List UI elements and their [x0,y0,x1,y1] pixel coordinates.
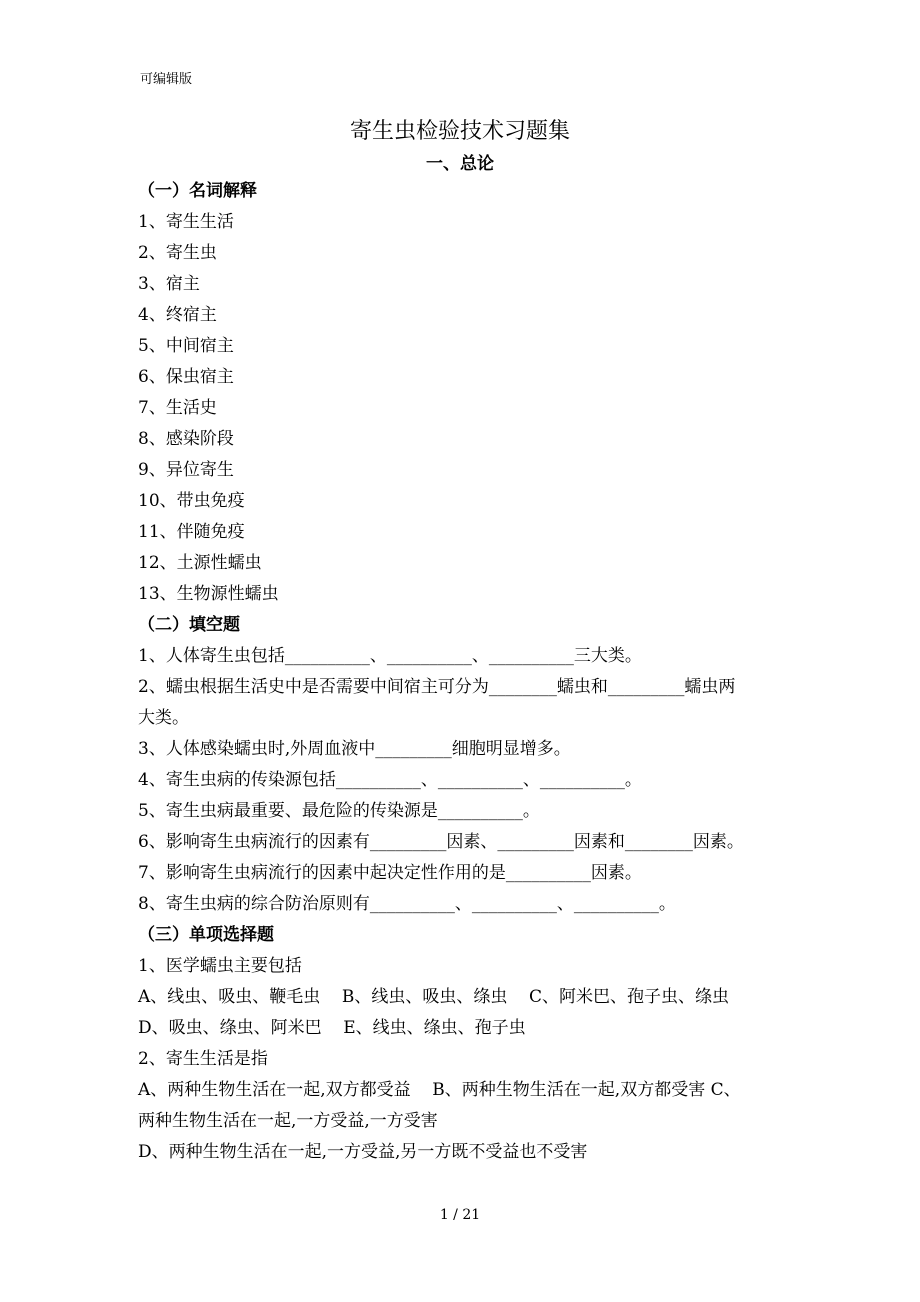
document-title: 寄生虫检验技术习题集 [349,119,570,144]
question-line: 1、医学蠕虫主要包括 [138,956,302,976]
question-line: 5、寄生虫病最重要、最危险的传染源是__________。 [138,801,540,821]
question-line: 13、生物源性蠕虫 [138,584,279,604]
question-line: 6、保虫宿主 [138,367,234,387]
document-body [138,176,818,1168]
section-heading: 一、总论 [426,154,494,174]
page-number: 1 / 21 [439,1207,481,1223]
question-line: 2、寄生生活是指 [138,1049,268,1069]
question-line: 11、伴随免疫 [138,522,245,542]
question-line: A、线虫、吸虫、鞭毛虫 B、线虫、吸虫、绦虫 C、阿米巴、孢子虫、绦虫 [138,987,730,1007]
question-line: 12、土源性蠕虫 [138,553,262,573]
question-line: 4、终宿主 [138,305,217,325]
question-line: 8、寄生虫病的综合防治原则有__________、__________、__________。 [138,894,676,914]
question-line: D、吸虫、绦虫、阿米巴 E、线虫、绦虫、孢子虫 [138,1018,526,1038]
question-line: A、两种生物生活在一起,双方都受益 B、两种生物生活在一起,双方都受害 C、 [138,1080,741,1100]
question-line: 7、生活史 [138,398,217,418]
question-line: 7、影响寄生虫病流行的因素中起决定性作用的是__________因素。 [138,863,642,883]
question-line: 大类。 [138,708,189,728]
question-line: 两种生物生活在一起,一方受益,一方受害 [138,1111,438,1131]
question-line: 10、带虫免疫 [138,491,245,511]
question-line: 2、蠕虫根据生活史中是否需要中间宿主可分为________蠕虫和_________蠕虫两 [138,677,736,697]
subsection-heading: （三）单项选择题 [138,925,274,945]
question-line: 8、感染阶段 [138,429,234,449]
subsection-heading: （二）填空题 [138,615,240,635]
question-line: 4、寄生虫病的传染源包括__________、__________、__________。 [138,770,642,790]
document-header: 可编辑版 [140,72,193,87]
question-line: 1、人体寄生虫包括__________、__________、__________三大类。 [138,646,642,666]
subsection-heading: （一）名词解释 [138,181,257,201]
question-line: 3、宿主 [138,274,200,294]
question-line: 9、异位寄生 [138,460,234,480]
question-line: 2、寄生虫 [138,243,217,263]
question-line: D、两种生物生活在一起,一方受益,另一方既不受益也不受害 [138,1142,588,1162]
question-line: 6、影响寄生虫病流行的因素有_________因素、_________因素和________因素。 [138,832,744,852]
question-line: 3、人体感染蠕虫时,外周血液中_________细胞明显增多。 [138,739,571,759]
question-line: 5、中间宿主 [138,336,234,356]
question-line: 1、寄生生活 [138,212,234,232]
